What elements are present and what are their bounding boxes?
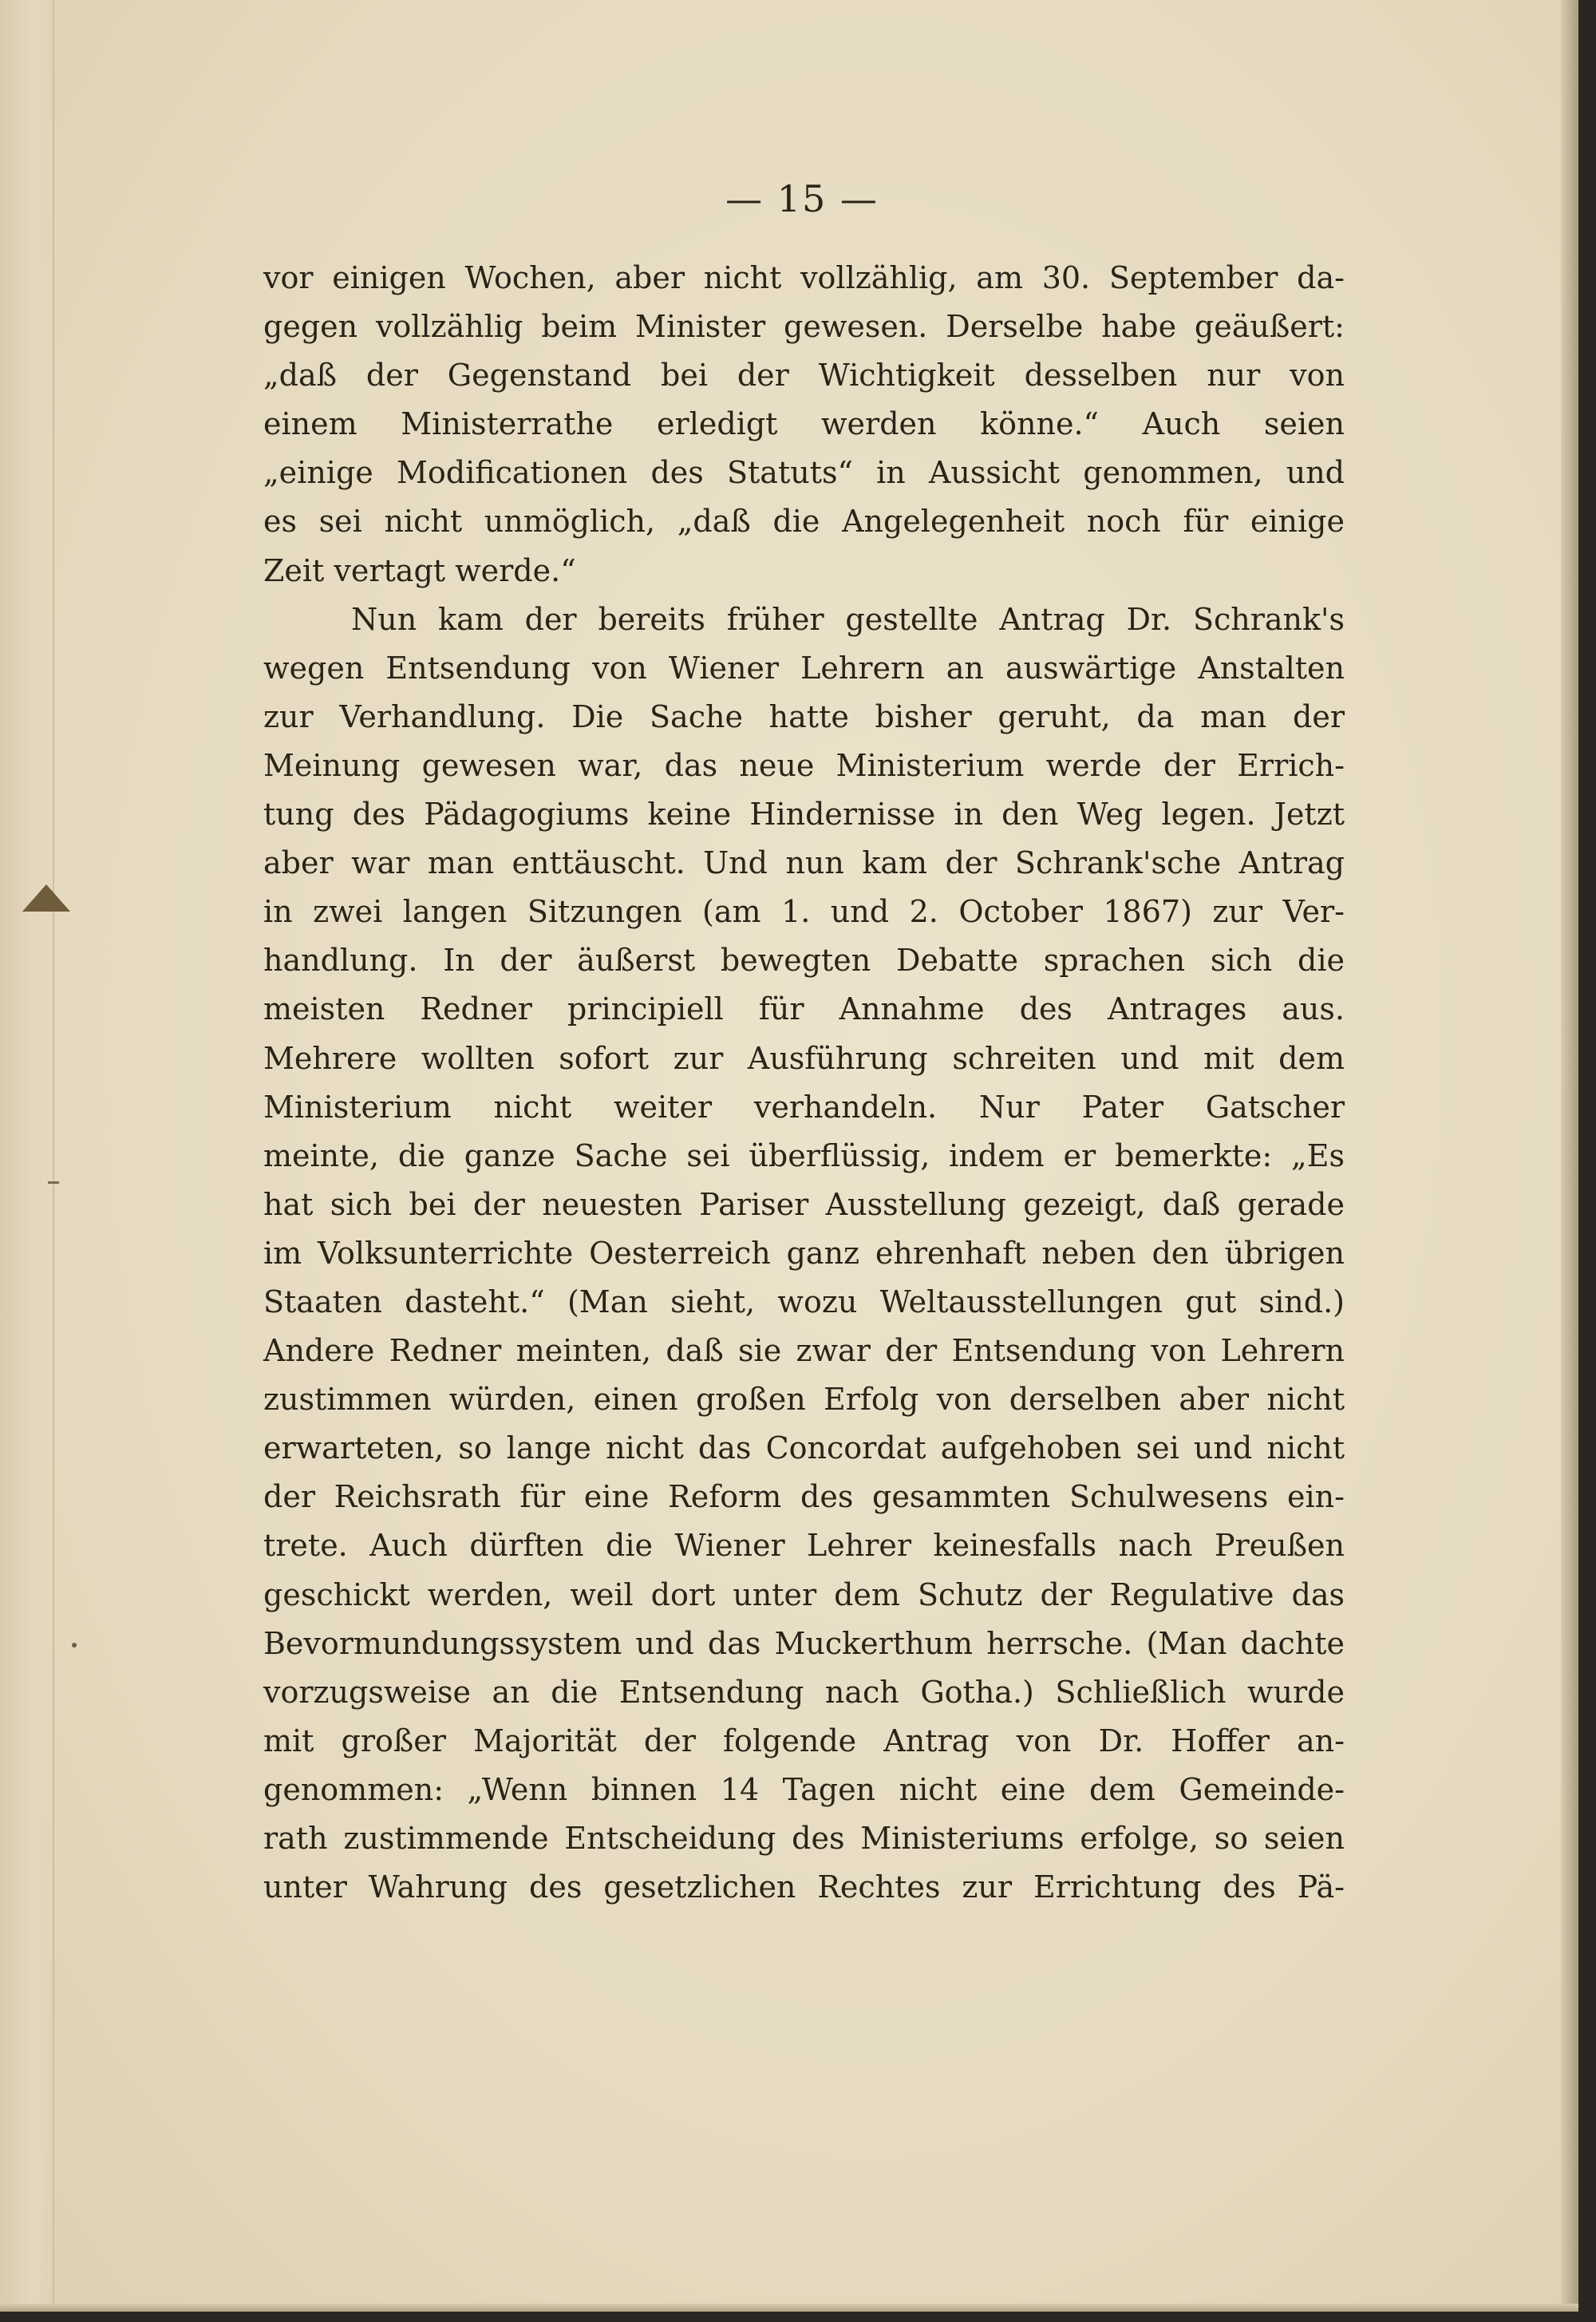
margin-dot <box>72 1643 77 1648</box>
text-line: rath zustimmende Entscheidung des Ministeriums erfolge, so seien <box>263 1821 1345 1856</box>
text-line: Zeit vertagt werde.“ <box>263 552 576 588</box>
text-line: unter Wahrung des gesetzlichen Rechtes zur Errichtung des Pä- <box>263 1869 1345 1905</box>
text-line: Ministerium nicht weiter verhandeln. Nur Pater Gatscher <box>263 1089 1345 1125</box>
text-line: zur Verhandlung. Die Sache hatte bisher geruht, da man der <box>263 698 1345 734</box>
text-line: wegen Entsendung von Wiener Lehrern an auswärtige Anstalten <box>263 650 1345 686</box>
text-line: Meinung gewesen war, das neue Ministerium werde der Errich- <box>263 747 1345 783</box>
text-line: erwarteten, so lange nicht das Concordat aufgehoben sei und nicht <box>263 1430 1345 1466</box>
text-line: in zwei langen Sitzungen (am 1. und 2. October 1867) zur Ver- <box>263 894 1345 930</box>
text-line: handlung. In der äußerst bewegten Debatte sprachen sich die <box>263 943 1345 979</box>
text-line: meisten Redner principiell für Annahme des Antrages aus. <box>263 991 1345 1027</box>
text-line: zustimmen würden, einen großen Erfolg von derselben aber nicht <box>263 1382 1345 1418</box>
text-line: tung des Pädagogiums keine Hindernisse in den Weg legen. Jetzt <box>263 797 1345 833</box>
text-line: Nun kam der bereits früher gestellte Antrag Dr. Schrank's <box>351 601 1345 637</box>
text-line: mit großer Majorität der folgende Antrag von Dr. Hoffer an- <box>263 1723 1345 1758</box>
text-line: vorzugsweise an die Entsendung nach Gotha.) Schließlich wurde <box>263 1674 1345 1710</box>
text-line: trete. Auch dürften die Wiener Lehrer keinesfalls nach Preußen <box>263 1528 1345 1564</box>
page-right-edge <box>1561 0 1578 2312</box>
margin-tab-mark <box>22 884 70 912</box>
text-line: hat sich bei der neuesten Pariser Ausstellung gezeigt, daß gerade <box>263 1186 1345 1222</box>
text-line: Mehrere wollten sofort zur Ausführung schreiten und mit dem <box>263 1040 1345 1076</box>
text-line: „daß der Gegenstand bei der Wichtigkeit desselben nur von <box>263 358 1345 394</box>
binding-fold <box>53 0 54 2312</box>
text-line: meinte, die ganze Sache sei überflüssig, indem er bemerkte: „Es <box>263 1137 1345 1173</box>
page-gutter <box>0 0 56 2312</box>
text-line: Bevormundungssystem und das Muckerthum herrsche. (Man dachte <box>263 1625 1345 1661</box>
text-line: vor einigen Wochen, aber nicht vollzählig, am 30. September da- <box>263 260 1345 295</box>
text-line: „einige Modificationen des Statuts“ in Aussicht genommen, und <box>263 455 1345 491</box>
text-line: genommen: „Wenn binnen 14 Tagen nicht eine dem Gemeinde- <box>263 1771 1345 1807</box>
page-number: — 15 — <box>725 177 879 220</box>
text-line: im Volksunterrichte Oesterreich ganz ehrenhaft neben den übrigen <box>263 1235 1345 1271</box>
text-line: Staaten dasteht.“ (Man sieht, wozu Weltausstellungen gut sind.) <box>263 1284 1345 1319</box>
text-line: Andere Redner meinten, daß sie zwar der Entsendung von Lehrern <box>263 1333 1345 1369</box>
margin-tick-mark <box>48 1181 59 1184</box>
body-text <box>263 254 1345 1912</box>
text-line: der Reichsrath für eine Reform des gesammten Schulwesens ein- <box>263 1479 1345 1515</box>
page-bottom-edge <box>0 2304 1578 2312</box>
text-line: gegen vollzählig beim Minister gewesen. Derselbe habe geäußert: <box>263 309 1345 345</box>
text-line: geschickt werden, weil dort unter dem Schutz der Regulative das <box>263 1576 1345 1612</box>
text-line: es sei nicht unmöglich, „daß die Angelegenheit noch für einige <box>263 504 1345 540</box>
text-line: einem Ministerrathe erledigt werden könne.“ Auch seien <box>263 406 1345 442</box>
text-line: aber war man enttäuscht. Und nun kam der Schrank'sche Antrag <box>263 845 1345 881</box>
